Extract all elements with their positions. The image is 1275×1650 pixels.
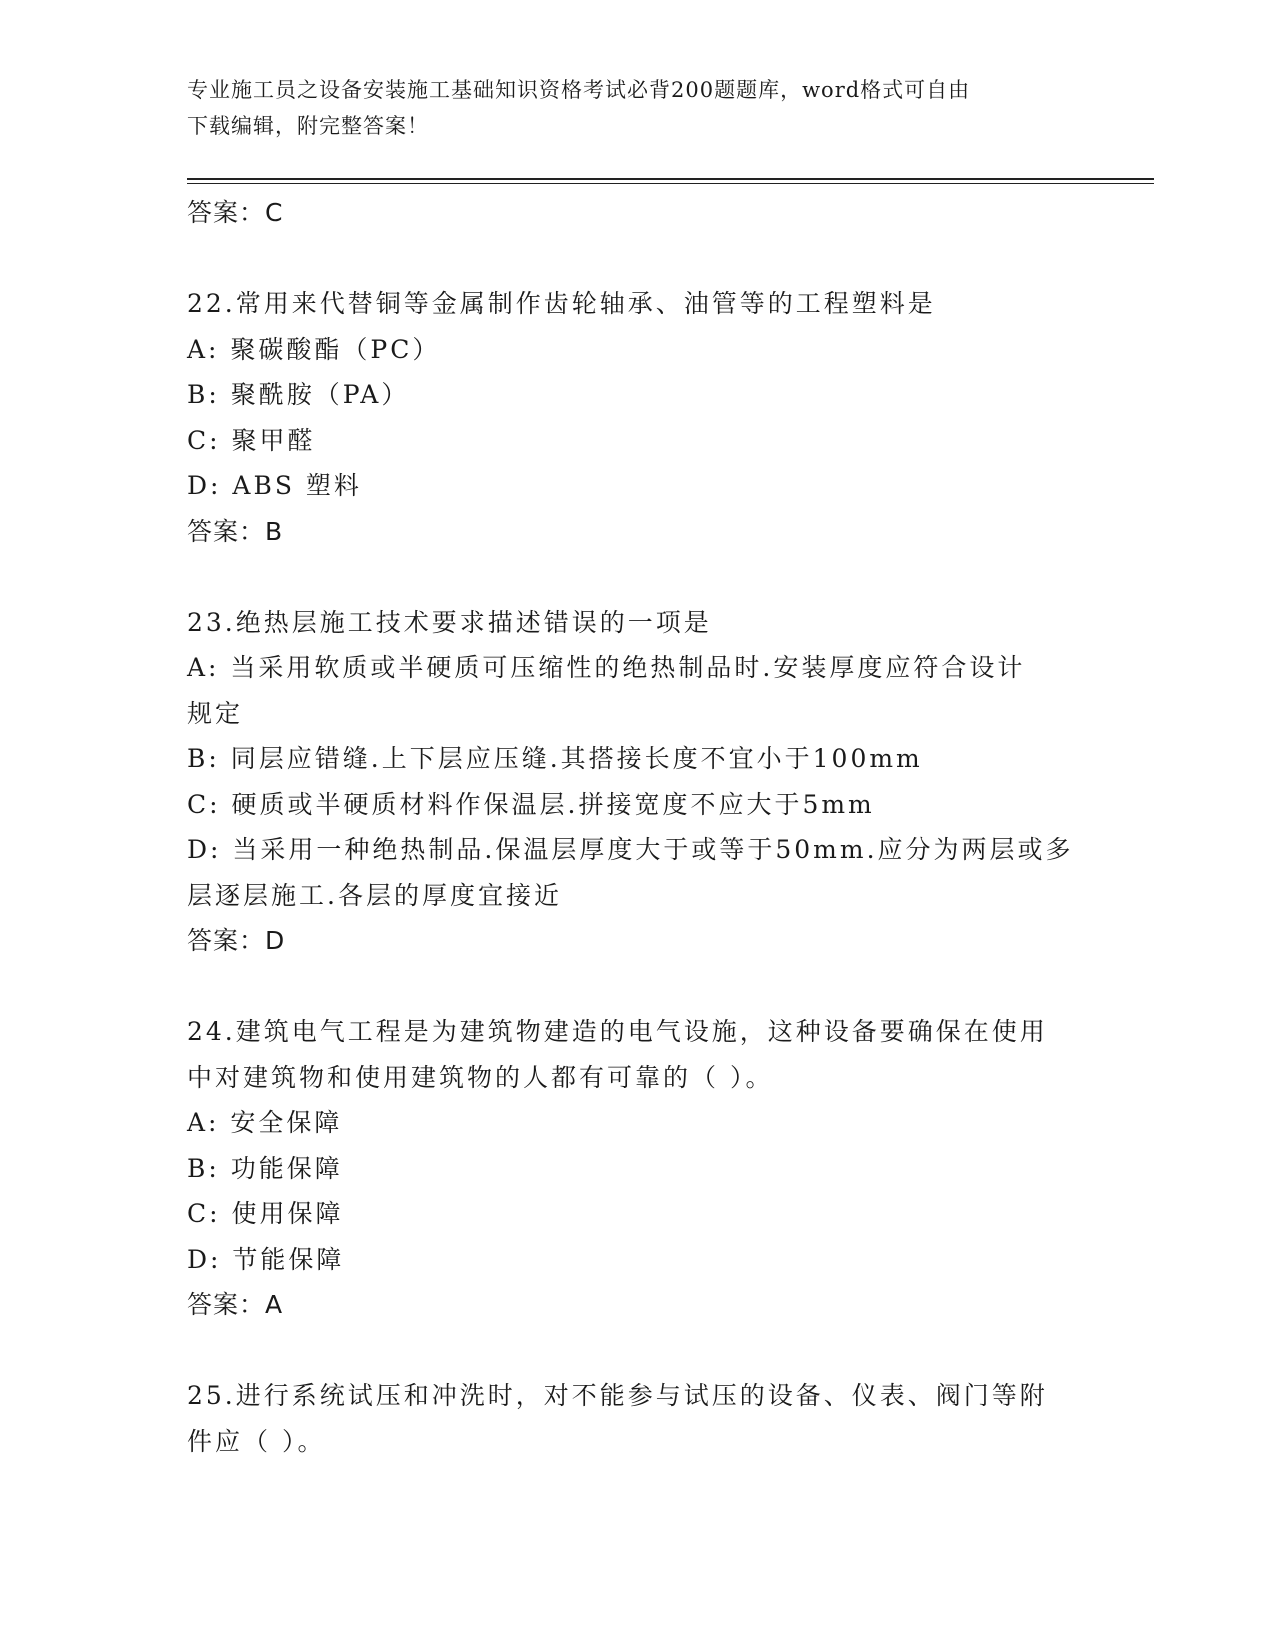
page-header [187, 72, 1087, 144]
option-d: D: 当采用一种绝热制品.保温层厚度大于或等于50mm.应分为两层或多 [187, 835, 1074, 864]
option-a: A: 安全保障 [187, 1108, 343, 1137]
option-c: C: 使用保障 [187, 1199, 344, 1228]
option-b: B: 同层应错缝.上下层应压缝.其搭接长度不宜小于100mm [187, 744, 923, 773]
question-22 [187, 281, 1087, 554]
question-stem-continued: 件应（ ）。 [187, 1426, 326, 1456]
question-stem-continued: 中对建筑物和使用建筑物的人都有可靠的（ ）。 [187, 1062, 774, 1092]
header-line-2: 下载编辑，附完整答案！ [187, 114, 429, 138]
question-stem: 24.建筑电气工程是为建筑物建造的电气设施，这种设备要确保在使用 [187, 1017, 1048, 1046]
spacer [187, 1328, 1087, 1374]
question-stem: 23.绝热层施工技术要求描述错误的一项是 [187, 607, 712, 637]
question-stem: 22.常用来代替铜等金属制作齿轮轴承、油管等的工程塑料是 [187, 289, 936, 318]
answer: 答案：B [187, 516, 284, 546]
option-c: C: 硬质或半硬质材料作保温层.拼接宽度不应大于5mm [187, 789, 875, 819]
question-23 [187, 600, 1087, 964]
option-c: C: 聚甲醛 [187, 425, 316, 455]
spacer [187, 236, 1087, 282]
answer-21: 答案：C [187, 198, 284, 227]
spacer [187, 964, 1087, 1010]
spacer [187, 554, 1087, 600]
question-24 [187, 1009, 1087, 1328]
option-b: B: 功能保障 [187, 1153, 343, 1183]
answer: 答案：D [187, 926, 286, 955]
option-d: D: 节能保障 [187, 1244, 345, 1274]
question-25 [187, 1373, 1087, 1464]
header-rule-thick [187, 178, 1154, 180]
option-d: D: ABS 塑料 [187, 471, 362, 500]
option-a-continued: 规定 [187, 698, 244, 728]
answer: 答案：A [187, 1290, 284, 1319]
option-d-continued: 层逐层施工.各层的厚度宜接近 [187, 880, 562, 910]
question-list [187, 190, 1087, 1464]
option-b: B: 聚酰胺（PA） [187, 380, 410, 409]
option-a: A: 聚碳酸酯（PC） [187, 334, 441, 364]
header-rule-thin [187, 183, 1154, 184]
question-stem: 25.进行系统试压和冲洗时，对不能参与试压的设备、仪表、阀门等附 [187, 1381, 1048, 1410]
option-a: A: 当采用软质或半硬质可压缩性的绝热制品时.安装厚度应符合设计 [187, 653, 1026, 682]
header-line-1: 专业施工员之设备安装施工基础知识资格考试必背200题题库，word格式可自由 [187, 78, 971, 102]
